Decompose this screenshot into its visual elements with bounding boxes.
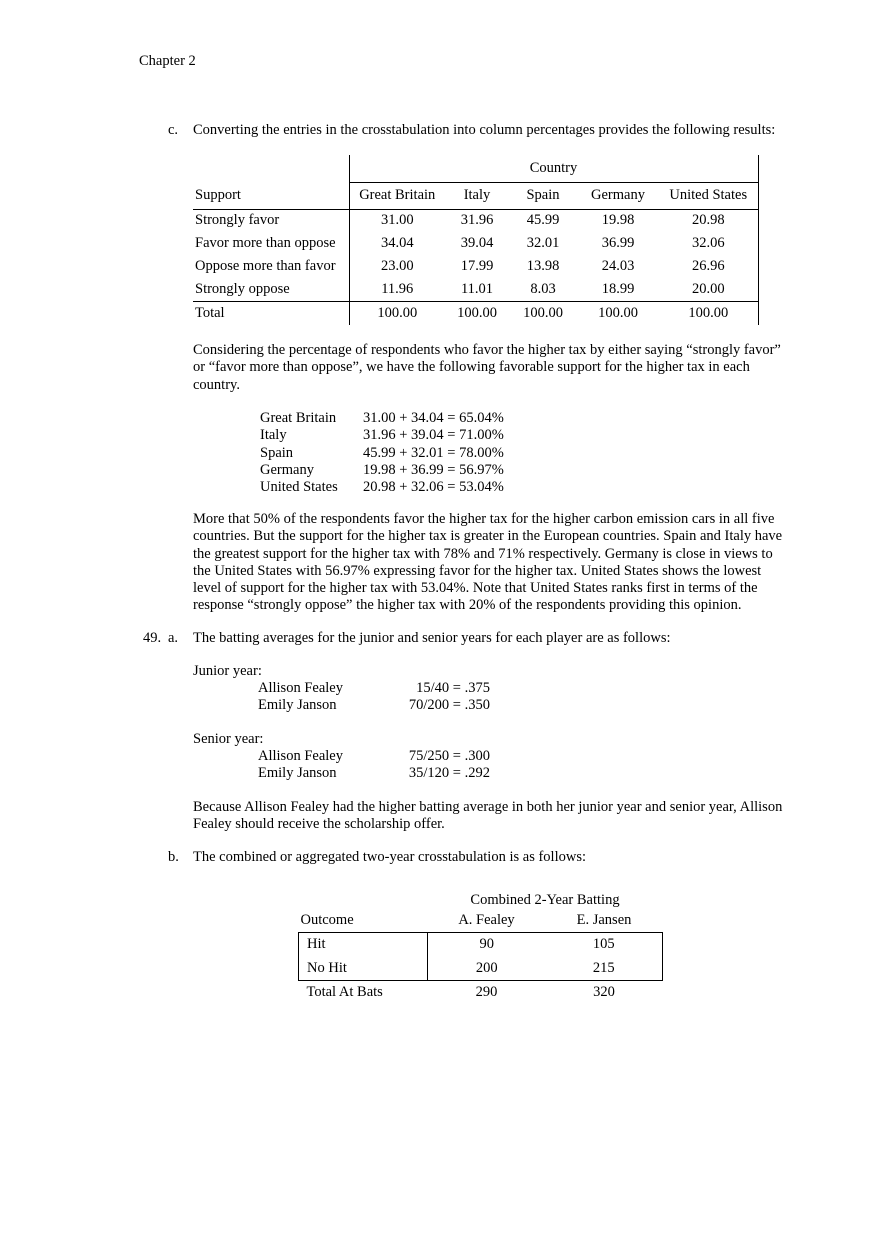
table-header-row [193,182,758,209]
player-average: 75/250 = .300 [408,748,490,764]
table-row [193,278,758,301]
table-cell: 19.98 [601,212,635,229]
table-cell: 200 [428,957,546,981]
senior-year-list [258,748,490,783]
country-crosstab-table [193,155,759,325]
item-49-number: 49. [143,630,162,646]
row-label: No Hit [299,957,428,981]
table-total-row [193,301,758,325]
table-cell: 100.00 [598,304,638,321]
row-label: Oppose more than favor [195,257,336,274]
table-cell: 100.00 [457,304,497,321]
country-label: United States [260,479,338,496]
table-cell: 18.99 [577,278,659,301]
list-item [258,748,490,765]
country-calc: 19.98 + 36.99 = 56.97% [363,461,504,478]
table-cell: 215 [546,957,663,981]
country-label: Italy [260,427,287,444]
player-name: Allison Fealey [258,680,343,696]
country-calc: 45.99 + 32.01 = 78.00% [363,444,504,461]
section-b-intro: The combined or aggregated two-year crosstabulation is as follows: [193,849,586,865]
table-cell: 36.99 [601,234,635,251]
country-calc: 31.00 + 34.04 = 65.04% [363,410,504,426]
junior-year-list [258,680,490,715]
empty-cell [299,889,428,912]
player-average: 15/40 = .375 [416,680,490,696]
col-header-germany: Germany [577,182,659,209]
table-cell: 290 [475,983,498,1000]
col-header-support: Support [193,182,349,209]
country-calc: 31.96 + 39.04 = 71.00% [363,427,504,444]
table-cell: 17.99 [460,257,494,274]
player-average: 70/200 = .350 [408,697,490,714]
col-header-jansen: E. Jansen [546,912,663,933]
list-item [258,697,490,714]
paragraph-favorable-intro: Considering the percentage of respondents who favor the higher tax by either saying “strongly favor” or “favor more than oppose”, we have the following favorable support for the higher tax in each country. [193,342,781,393]
section-a-intro: The batting averages for the junior and senior years for each player are as follows: [193,630,671,646]
col-header-spain: Spain [509,182,577,209]
section-a-label: a. [168,630,179,646]
col-header-italy: Italy [445,182,509,209]
table-row [299,957,663,981]
row-label: Hit [299,933,428,957]
table-cell: 100.00 [523,304,563,321]
player-average: 35/120 = .292 [408,765,490,782]
table-cell: 23.00 [349,255,445,278]
player-name: Emily Janson [258,765,337,782]
table-cell: 32.06 [659,232,758,255]
player-name: Emily Janson [258,697,337,714]
table-row [193,209,758,232]
list-item [258,680,490,697]
table-cell: 320 [593,983,615,1000]
table-cell: 39.04 [460,234,494,251]
col-header-great-britain: Great Britain [349,182,445,209]
table-cell: 8.03 [509,278,577,301]
col-header-united-states: United States [659,182,758,209]
table-cell: 90 [479,936,494,953]
table-title: Combined 2-Year Batting [470,891,620,908]
list-item [260,479,504,496]
list-item [260,410,504,427]
table-cell: 45.99 [526,212,560,229]
country-label: Germany [260,461,314,478]
row-label: Total At Bats [306,983,383,1000]
junior-year-heading: Junior year: [193,663,262,679]
table-title-row [299,889,663,912]
empty-cell [193,155,349,182]
table-cell: 26.96 [659,255,758,278]
country-calc: 20.98 + 32.06 = 53.04% [363,479,504,496]
table-cell: 20.98 [659,209,758,232]
table-cell: 11.96 [349,278,445,301]
col-header-outcome: Outcome [299,912,428,933]
favorable-support-list [260,410,504,496]
country-label: Great Britain [260,410,337,426]
player-name: Allison Fealey [258,748,343,764]
table-cell: 34.04 [349,232,445,255]
list-item [258,765,490,782]
list-item [260,427,504,444]
table-cell: 100.00 [659,301,758,325]
table-header-row [299,912,663,933]
table-cell: 105 [546,933,663,957]
section-b-label: b. [168,849,179,865]
row-label: Total [195,304,225,321]
table-row [299,933,663,957]
batting-crosstab-table [298,889,663,1004]
row-label: Favor more than oppose [195,234,336,251]
table-cell: 31.00 [349,209,445,232]
section-c-intro: Converting the entries in the crosstabulation into column percentages provides the following results: [193,122,776,138]
table-cell: 31.96 [460,212,494,229]
table-group-row [193,155,758,182]
list-item [260,445,504,462]
table-cell: 24.03 [601,257,635,274]
row-label: Strongly favor [195,212,280,229]
table-cell: 11.01 [445,278,509,301]
table-cell: 13.98 [526,257,560,274]
table-cell: 100.00 [349,301,445,325]
table-row [193,232,758,255]
page-header: Chapter 2 [139,53,196,69]
country-label: Spain [260,444,294,461]
group-header-country: Country [349,155,758,182]
paragraph-conclusion: Because Allison Fealey had the higher batting average in both her junior year and senior year, Allison Fealey should receive the scholarship offer. [193,799,783,833]
col-header-fealey: A. Fealey [428,912,546,933]
table-cell: 20.00 [659,278,758,301]
senior-year-heading: Senior year: [193,731,264,747]
paragraph-analysis: More that 50% of the respondents favor the higher tax for the higher carbon emission cars in all five countries. But the support for the higher tax is greater in the European countries. Spain and Italy have the greatest support for the higher tax with 78% and 71% respectively. Germany is close in views to the United States with 56.97% expressing favor for the higher tax. United States shows the lowest level of support for the higher tax with 53.04%. Note that United States ranks first in terms of the response “strongly oppose” the higher tax with 20% of the respondents providing this opinion. [193,511,783,614]
section-c-label: c. [168,122,179,138]
list-item [260,462,504,479]
table-total-row [299,981,663,1004]
row-label: Strongly oppose [193,278,349,301]
table-cell: 32.01 [526,234,560,251]
table-row [193,255,758,278]
